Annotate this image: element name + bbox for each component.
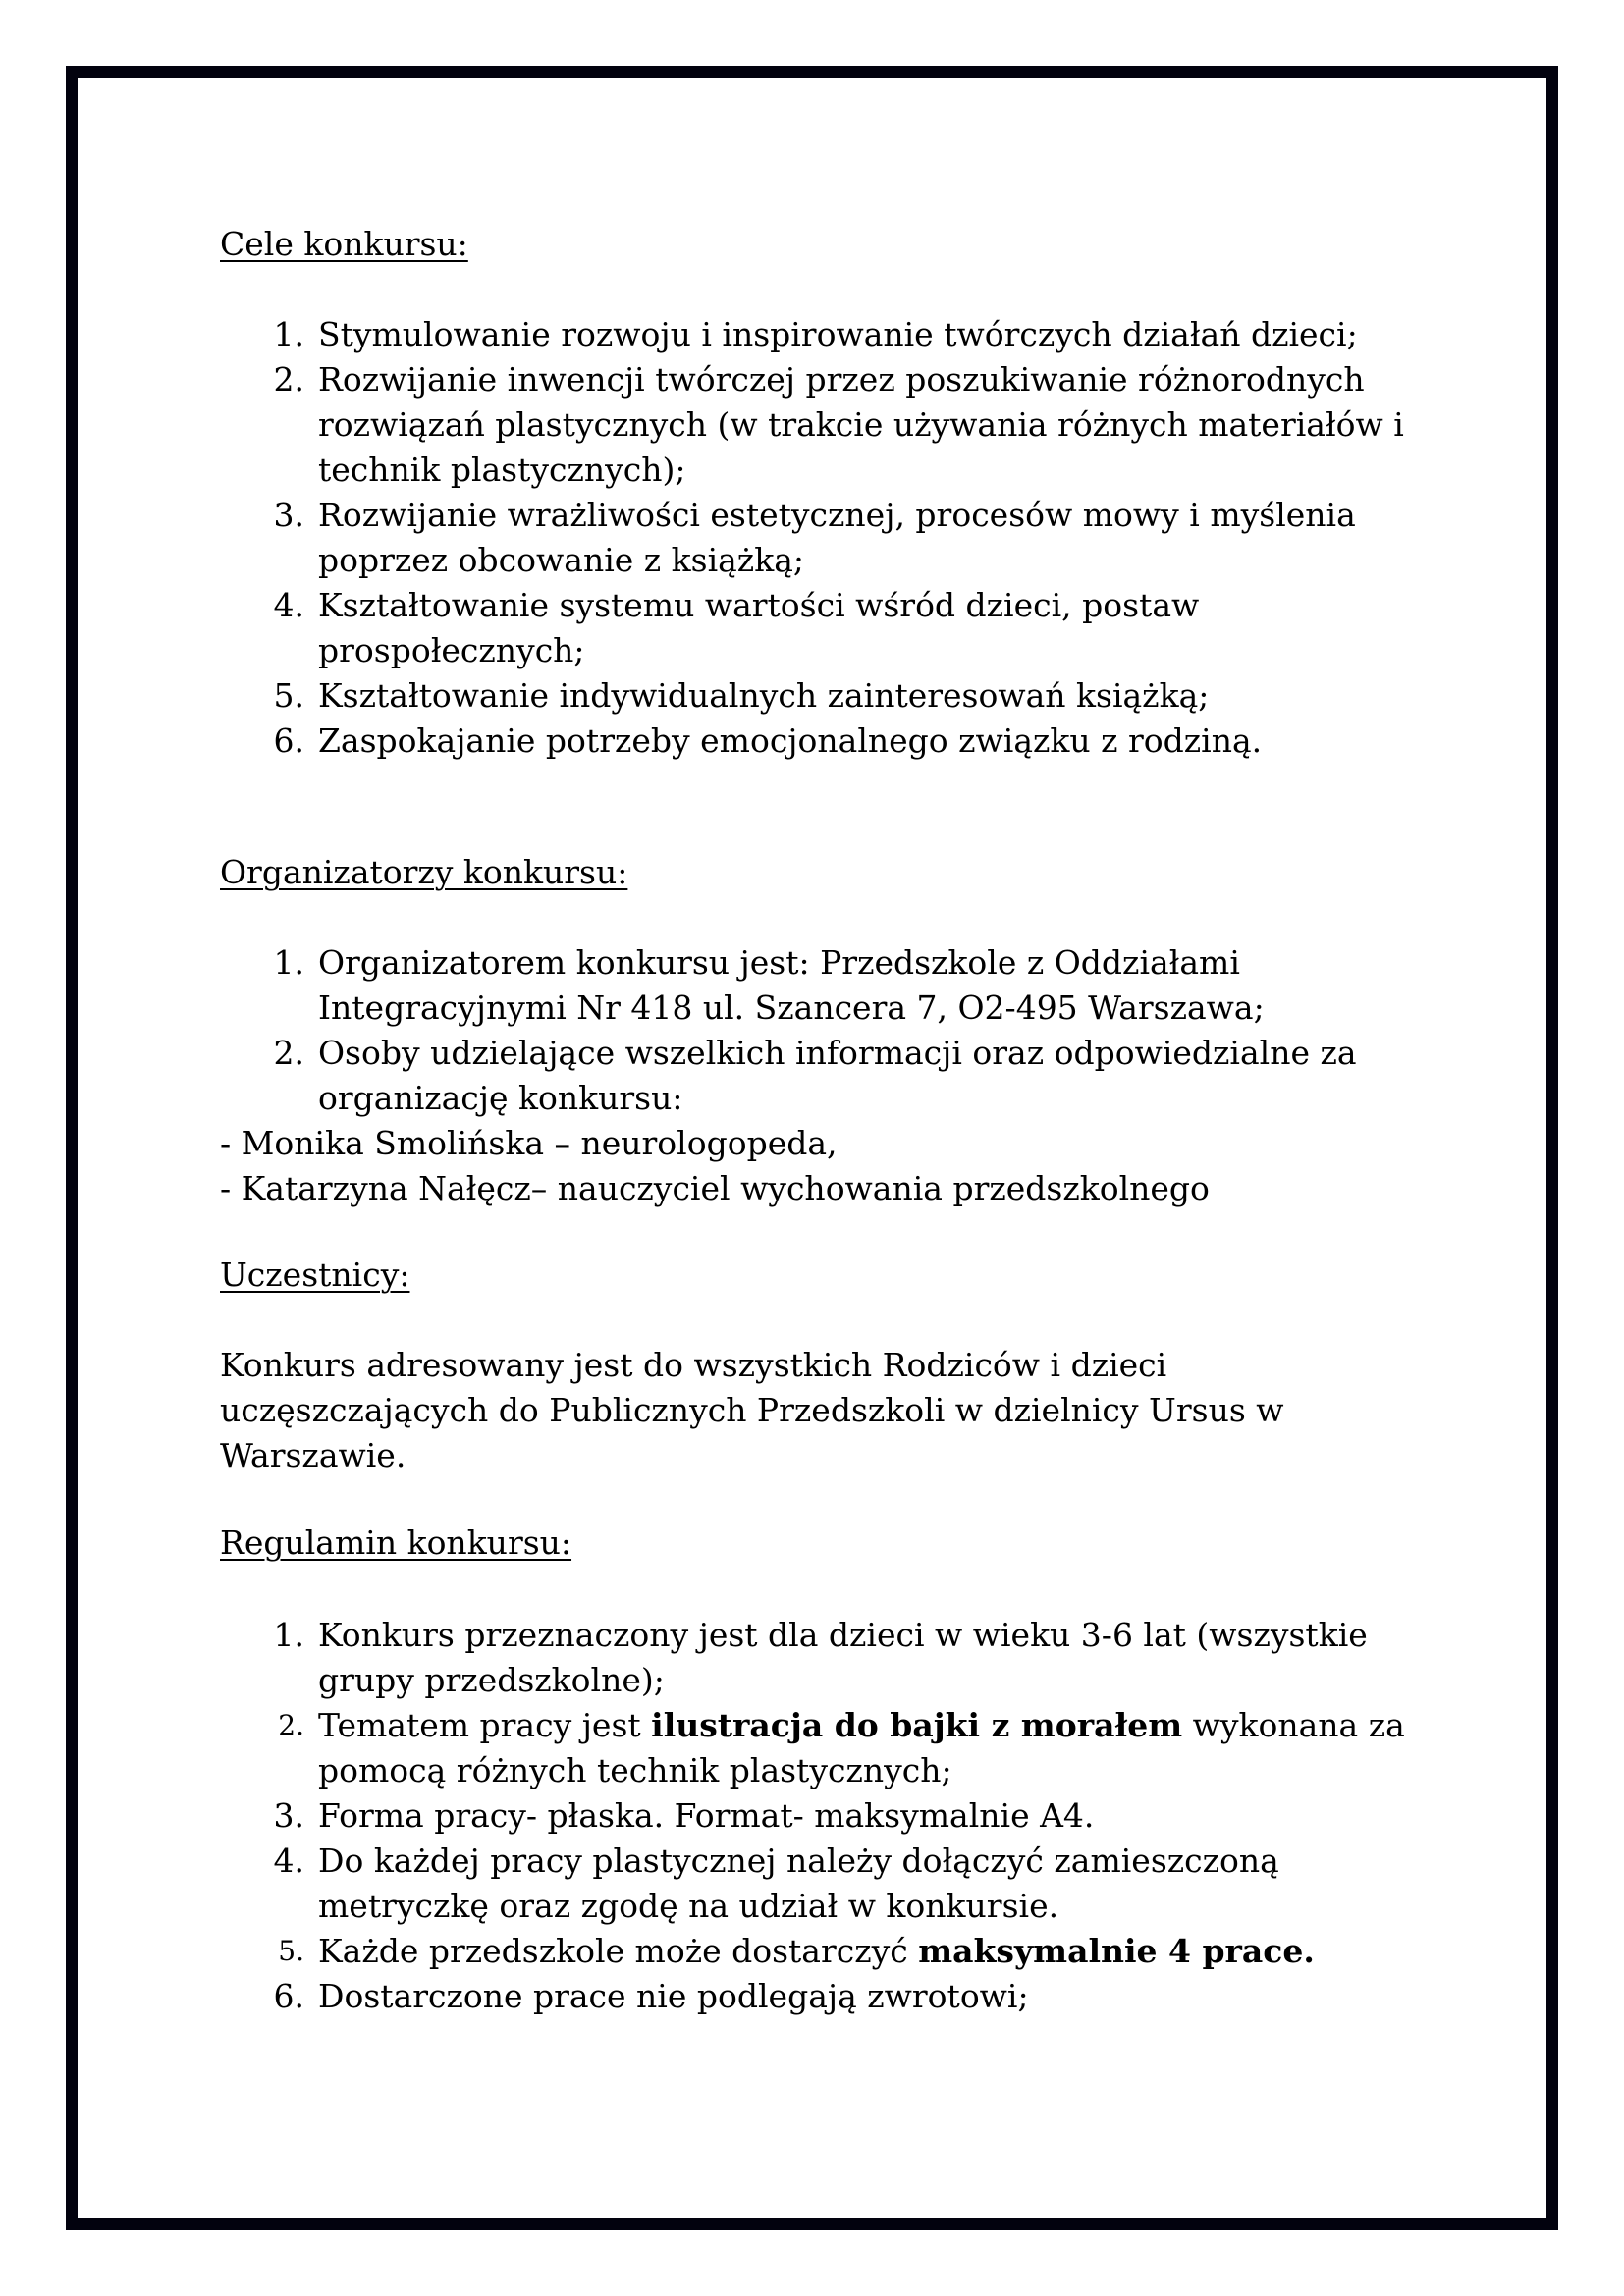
list-item [220,1613,1447,1703]
list-item [220,1929,1447,1974]
list-item-text: Rozwijanie wrażliwości estetycznej, procesów mowy i myślenia poprzez obcowanie z książką; [318,496,1356,579]
section-heading-organizatorzy: Organizatorzy konkursu: [220,853,628,891]
list-number: 3. [273,1796,304,1835]
uczestnicy-paragraph: Konkurs adresowany jest do wszystkich Rodziców i dzieci uczęszczających do Publicznych Przedszkoli w dzielnicy Ursus w Warszawie. [220,1346,1284,1474]
list-number: 5. [273,676,304,715]
list-item [220,1793,1447,1839]
list-item [220,1839,1447,1929]
contact-person: - Monika Smolińska – neurologopeda, [220,1124,838,1162]
list-item-text: Zaspokajanie potrzeby emocjonalnego związku z rodziną. [318,721,1263,760]
list-item [220,1703,1447,1793]
list-item [220,673,1447,719]
section-heading-uczestnicy: Uczestnicy: [220,1255,410,1294]
list-number: 2. [273,1034,304,1072]
section-regulamin [220,1521,1447,2019]
list-item-text: Dostarczone prace nie podlegają zwrotowi; [318,1977,1029,2015]
organizatorzy-list [220,940,1447,1121]
list-number: 4. [273,586,304,624]
list-number: 1. [273,1616,304,1654]
list-item-text: Kształtowanie systemu wartości wśród dzieci, postaw prospołecznych; [318,586,1200,669]
list-number: 5. [278,1935,304,1967]
list-item-text: Stymulowanie rozwoju i inspirowanie twórczych działań dzieci; [318,315,1358,353]
regulamin-list [220,1613,1447,2019]
list-item [220,940,1447,1031]
contact-person: - Katarzyna Nałęcz– nauczyciel wychowania przedszkolnego [220,1169,1210,1207]
list-item-text: wykonana za pomocą różnych technik plastycznych; [318,1706,1405,1789]
section-cele [220,222,1447,764]
list-number: 6. [273,1977,304,2015]
list-item [220,1031,1447,1121]
list-item-text: Forma pracy- płaska. Format- maksymalnie A4. [318,1796,1095,1835]
list-number: 1. [273,943,304,982]
list-item-text: Rozwijanie inwencji twórczej przez poszukiwanie różnorodnych rozwiązań plastycznych (w trakcie używania różnych materiałów i technik plastycznych); [318,360,1404,489]
list-item-text: Do każdej pracy plastycznej należy dołączyć zamieszczoną metryczkę oraz zgodę na udział w konkursie. [318,1842,1279,1925]
list-item-text: Osoby udzielające wszelkich informacji oraz odpowiedzialne za organizację konkursu: [318,1034,1357,1117]
list-number: 6. [273,721,304,760]
list-item [220,357,1447,493]
list-number: 3. [273,496,304,534]
list-item-text: Tematem pracy jest [318,1706,652,1744]
list-item-bold-text: maksymalnie 4 prace. [918,1932,1315,1970]
list-item [220,583,1447,673]
list-item [220,719,1447,764]
section-uczestnicy [220,1253,1447,1478]
list-number: 2. [273,360,304,399]
list-number: 1. [273,315,304,353]
list-item-text: Organizatorem konkursu jest: Przedszkole z Oddziałami Integracyjnymi Nr 418 ul. Szancera 7, O2-495 Warszawa; [318,943,1265,1027]
list-item-bold-text: ilustracja do bajki z morałem [651,1706,1183,1744]
list-item-text: Każde przedszkole może dostarczyć [318,1932,919,1970]
list-item-text: Kształtowanie indywidualnych zainteresowań książką; [318,676,1210,715]
list-item [220,493,1447,583]
section-organizatorzy [220,850,1447,1211]
cele-list [220,312,1447,764]
list-number: 4. [273,1842,304,1880]
list-item-text: Konkurs przeznaczony jest dla dzieci w wieku 3-6 lat (wszystkie grupy przedszkolne); [318,1616,1368,1699]
list-item [220,312,1447,357]
list-item [220,1974,1447,2019]
section-heading-cele: Cele konkursu: [220,225,468,263]
list-number: 2. [278,1709,304,1741]
section-heading-regulamin: Regulamin konkursu: [220,1523,572,1562]
